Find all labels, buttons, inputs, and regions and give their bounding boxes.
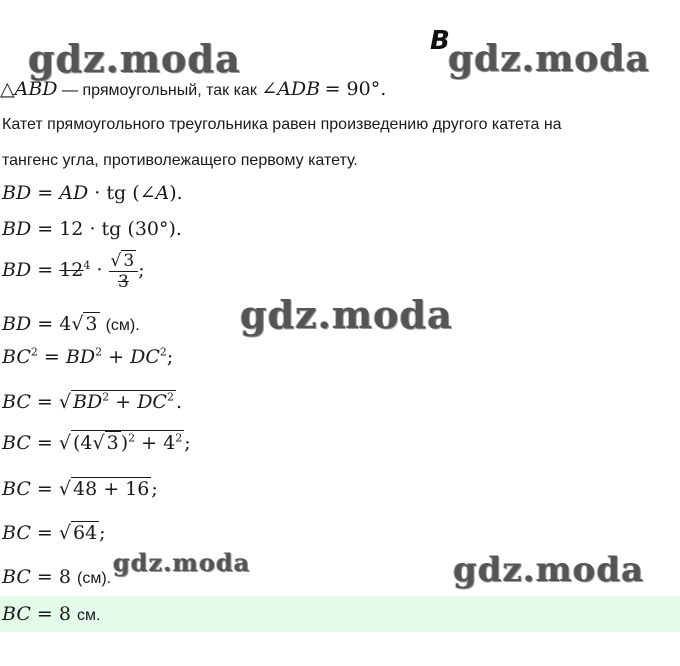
- fraction: $\frac{√ 3}{3}$: [109, 250, 139, 292]
- watermark: gdz.moda: [113, 548, 251, 577]
- step-8: BC = √ 48 + 16 ;: [2, 478, 158, 500]
- statement-line-2: тангенс угла, противолежащего первому катету.: [2, 152, 358, 169]
- watermark: gdz.moda: [448, 38, 650, 80]
- step-2: BD = 12 · tg (30°).: [2, 218, 182, 240]
- step-10: BC = 8 (см).: [2, 566, 112, 588]
- step-5: $BC^2 = BD^2 + DC^2$;: [2, 345, 174, 368]
- corner-label: B: [430, 26, 450, 56]
- statement-line-1: Катет прямоугольного треугольника равен произведению другого катета на: [2, 116, 562, 133]
- step-3: BD = $12^4$ · $\frac{√ 3}{3}$ ;: [2, 251, 145, 293]
- final-answer: BC = 8 см.: [2, 603, 101, 625]
- watermark: gdz.moda: [453, 550, 645, 590]
- watermark: gdz.moda: [28, 36, 241, 81]
- watermark: gdz.moda: [240, 292, 453, 337]
- step-1: BD = AD · tg (∠A).: [2, 182, 183, 204]
- triangle-statement: △ABD — прямоугольный, так как ∠ADB = 90°.: [0, 78, 387, 100]
- step-4: BD = 4√ 3 (см).: [2, 313, 140, 335]
- step-9: BC = √ 64 ;: [2, 522, 106, 544]
- step-6: BC = √ $BD^2 + DC^2$ .: [2, 390, 183, 413]
- step-7: BC = √ (4√ 3 )$^2 + 4^2$ ;: [2, 431, 191, 454]
